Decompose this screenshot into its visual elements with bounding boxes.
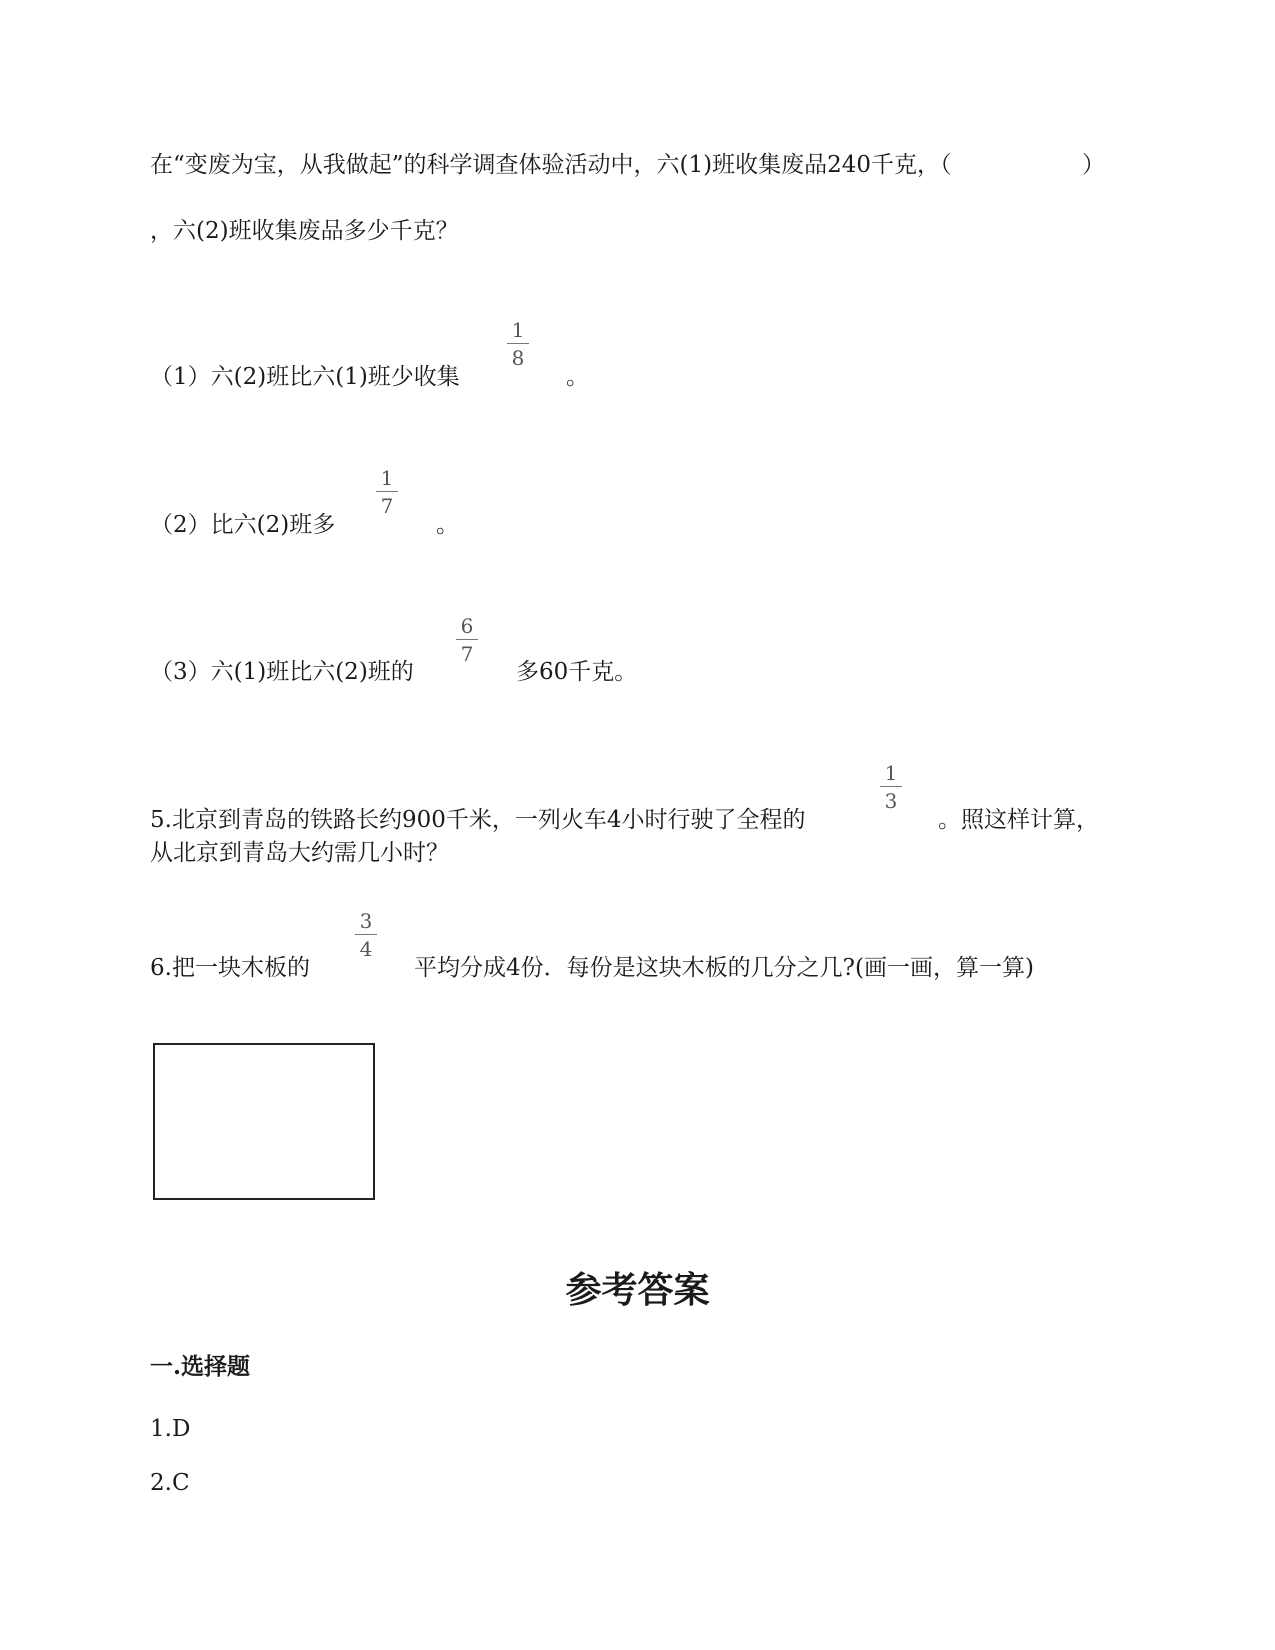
q4-option1-fraction [507, 318, 529, 370]
fraction-denominator: 3 [884, 789, 898, 813]
drawing-rectangle [153, 1043, 375, 1200]
fraction-numerator: 1 [511, 318, 525, 342]
q4-option2-fraction [376, 466, 398, 518]
fraction-denominator: 7 [380, 494, 394, 518]
fraction-numerator: 1 [380, 466, 394, 490]
answer-item: 1.D [150, 1416, 191, 1442]
q5-tail: 。照这样计算， [938, 807, 1099, 833]
q5-line2: 从北京到青岛大约需几小时？ [150, 840, 449, 866]
q5-fraction [880, 761, 902, 813]
q4-option3-text: （3）六(1)班比六(2)班的 [150, 659, 414, 685]
q6-tail: 平均分成4份．每份是这块木板的几分之几?(画一画，算一算) [414, 955, 1034, 981]
q4-option3-tail: 多60千克。 [516, 659, 638, 685]
fraction-denominator: 7 [460, 642, 474, 666]
fraction-bar [507, 343, 529, 344]
q4-option2-tail: 。 [436, 512, 459, 538]
q6-fraction [355, 909, 377, 961]
fraction-bar [456, 639, 478, 640]
q4-option1-text: （1）六(2)班比六(1)班少收集 [150, 364, 460, 390]
fraction-bar [880, 786, 902, 787]
fraction-bar [376, 491, 398, 492]
fraction-numerator: 6 [460, 614, 474, 638]
answer-item: 2.C [150, 1470, 190, 1496]
q4-option1-tail: 。 [566, 364, 589, 390]
fraction-denominator: 8 [511, 346, 525, 370]
fraction-denominator: 4 [359, 937, 373, 961]
fraction-numerator: 3 [359, 909, 373, 933]
q5-text: 5.北京到青岛的铁路长约900千米，一列火车4小时行驶了全程的 [150, 807, 806, 833]
q4-blank-close: ） [1082, 152, 1105, 178]
fraction-numerator: 1 [884, 761, 898, 785]
q4-option2-text: （2）比六(2)班多 [150, 512, 336, 538]
q4-line2: ，六(2)班收集废品多少千克？ [150, 218, 459, 244]
fraction-bar [355, 934, 377, 935]
q4-option3-fraction [456, 614, 478, 666]
q6-text: 6.把一块木板的 [150, 955, 310, 981]
q4-line1: 在“变废为宝，从我做起”的科学调查体验活动中，六(1)班收集废品240千克，（ [150, 152, 952, 178]
answer-heading: 参考答案 [565, 1269, 710, 1311]
section-title: 一.选择题 [150, 1353, 251, 1380]
